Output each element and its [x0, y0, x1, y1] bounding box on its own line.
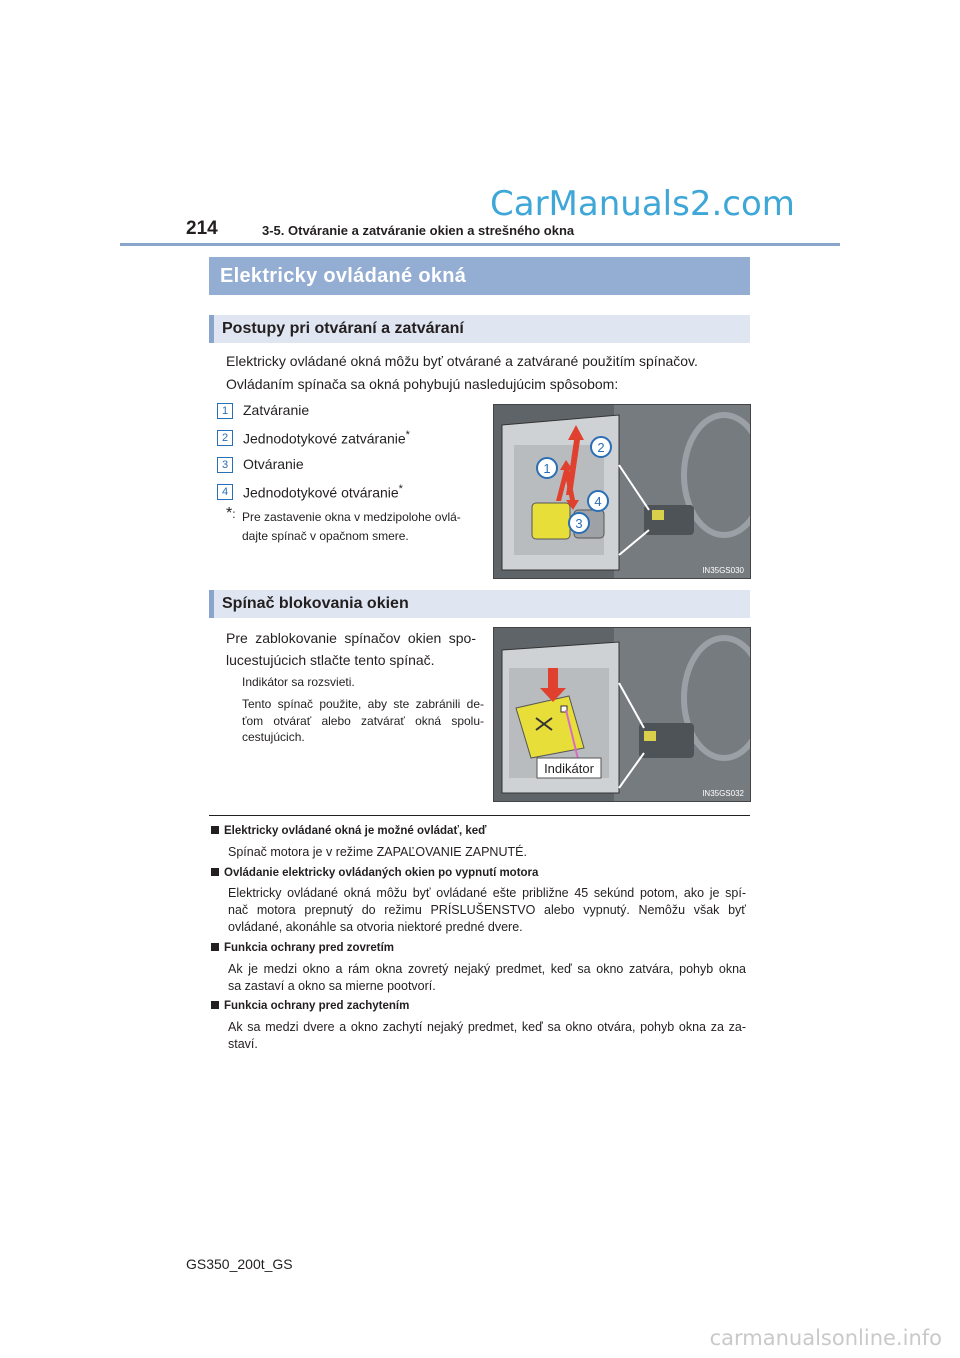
note-text: Spínač motora je v režime ZAPAĽOVANIE ZAPNUTÉ.	[228, 845, 527, 859]
note-text: Ak je medzi okno a rám okna zovretý nejaký predmet, keď sa okno zatvára, pohyb okna sa zastaví a okno sa mierne pootvorí.	[228, 962, 746, 993]
note-text: Ak sa medzi dvere a okno zachytí nejaký predmet, keď sa okno otvára, pohyb okna za za- staví.	[228, 1020, 746, 1051]
callout-1: 1	[543, 461, 551, 476]
watermark-footer-text: carmanualsonline.info	[709, 1326, 942, 1350]
window-switch-illustration	[494, 405, 750, 578]
note-heading: Funkcia ochrany pred zachytením	[211, 1000, 409, 1012]
section-title: Elektricky ovládané okná	[209, 257, 750, 295]
note-heading: Elektricky ovládané okná je možné ovládať, keď	[211, 825, 486, 837]
lock-switch-illustration	[494, 628, 750, 801]
note-heading: Funkcia ochrany pred zovretím	[211, 942, 394, 954]
note-text: Elektricky ovládané okná môžu byť ovládané ešte približne 45 sekúnd potom, ako je spí- nač motora prepnutý do režimu PRÍSLUŠENSTVO alebo vypnutý. Nemôžu však byť ovládané, akonáhle sa otvoria niektoré predné dvere.	[228, 886, 746, 934]
intro-line-1: Elektricky ovládané okná môžu byť otvárané a zatvárané použitím spínačov.	[226, 353, 698, 369]
intro-line-2: Ovládaním spínača sa okná pohybujú nasledujúcim spôsobom:	[226, 376, 619, 392]
indicator-label: Indikátor	[544, 761, 594, 776]
footer-model-code: GS350_200t_GS	[186, 1256, 293, 1272]
note-heading: Ovládanie elektricky ovládaných okien po vypnutí motora	[211, 867, 538, 879]
item-label-one-touch-opening: Jednodotykové otváranie*	[243, 483, 403, 501]
callout-4: 4	[594, 494, 602, 509]
figure-code: IN35GS030	[702, 566, 744, 575]
item-label-opening: Otváranie	[243, 456, 304, 472]
callout-3: 3	[575, 516, 583, 531]
item-label-one-touch-closing: Jednodotykové zatváranie*	[243, 429, 410, 447]
figure-code: IN35GS032	[702, 789, 744, 798]
lock-note-line-3: cestujúcich.	[242, 730, 305, 744]
subsection-heading-procedures: Postupy pri otváraní a zatváraní	[209, 315, 750, 343]
figure-window-switch	[493, 404, 751, 579]
lock-note-line-1: Tento spínač použite, aby ste zabránili de-	[242, 697, 484, 711]
item-number-badge: 1	[217, 403, 233, 419]
lock-text-line-2: lucestujúcich stlačte tento spínač.	[226, 652, 435, 668]
notes-divider	[209, 815, 750, 816]
header-divider	[120, 243, 840, 246]
page-number: 214	[186, 218, 218, 239]
lock-text-line-1: Pre zablokovanie spínačov okien spo-	[226, 630, 476, 646]
item-number-badge: 3	[217, 457, 233, 473]
item-number-badge: 4	[217, 484, 233, 500]
item-number-badge: 2	[217, 430, 233, 446]
chapter-title: 3-5. Otváranie a zatváranie okien a strešného okna	[262, 223, 575, 238]
callout-2: 2	[597, 440, 605, 455]
footnote-line-2: dajte spínač v opačnom smere.	[242, 529, 409, 543]
item-label-closing: Zatváranie	[243, 402, 310, 418]
subsection-heading-lock-switch: Spínač blokovania okien	[209, 590, 750, 618]
indicator-line: Indikátor sa rozsvieti.	[242, 675, 355, 689]
figure-lock-switch	[493, 627, 751, 802]
footnote-line-1: Pre zastavenie okna v medzipolohe ovlá-	[242, 510, 461, 524]
lock-note-line-2: ťom otvárať alebo zatvárať okná spolu-	[242, 714, 484, 728]
footnote-marker: *:	[226, 505, 236, 522]
watermark-logo-text: CarManuals2.com	[490, 184, 795, 224]
